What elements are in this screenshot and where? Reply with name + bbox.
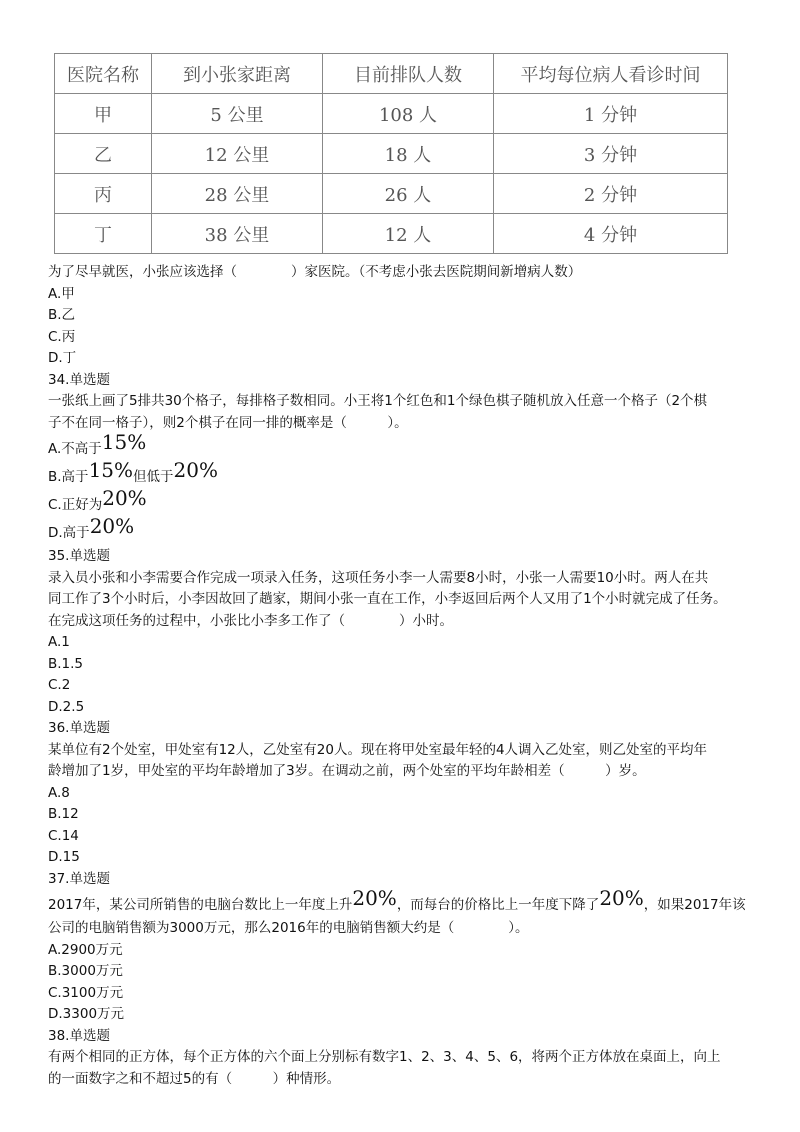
option-c: C.14: [48, 827, 79, 844]
table-cell: 3 分钟: [494, 134, 728, 174]
table-row: [55, 134, 728, 174]
question-38-stem-line2: 的一面数字之和不超过5的有（ ）种情形。: [48, 1070, 341, 1087]
percent-value: 15%: [101, 430, 147, 454]
table-cell: 26 人: [323, 174, 494, 214]
percent-value: 20%: [102, 486, 147, 510]
table-header-cell: 平均每位病人看诊时间: [494, 54, 728, 94]
percent-value: 15%: [88, 458, 134, 482]
stem-part: 2017年，某公司所销售的电脑台数比上一年度上升: [48, 897, 353, 913]
table-cell: 1 分钟: [494, 94, 728, 134]
table-header-cell: 医院名称: [55, 54, 152, 94]
option-a: A.1: [48, 634, 70, 650]
table-header-row: [55, 54, 728, 94]
option-d-text: D.高于: [48, 525, 90, 541]
option-c: [48, 486, 768, 518]
question-34-stem-line1: 一张纸上画了5排共30个格子，每排格子数相同。小王将1个红色和1个绿色棋子随机放入任意一个格子（2个棋: [48, 393, 708, 409]
option-a-text: A.不高于: [48, 441, 102, 457]
stem-part: ，而每台的价格比上一年度下降了: [396, 897, 600, 913]
table-cell: 2 分钟: [494, 174, 728, 214]
table-header-cell: 目前排队人数: [323, 54, 494, 94]
question-35-stem-line3: 在完成这项任务的过程中，小张比小李多工作了（ ）小时。: [48, 612, 453, 629]
option-d: D.丁: [48, 350, 77, 366]
question-34-stem-line2: 子不在同一格子），则2个棋子在同一排的概率是（ ）。: [48, 414, 408, 431]
table-cell: 丙: [55, 174, 152, 214]
table-cell: 108 人: [323, 94, 494, 134]
table-row: [55, 214, 728, 254]
question-37-stem-line2: 公司的电脑销售额为3000万元，那么2016年的电脑销售额大约是（ ）。: [48, 920, 529, 936]
option-b: B.3000万元: [48, 963, 123, 979]
table-cell: 甲: [55, 94, 152, 134]
percent-value: 20%: [173, 458, 218, 482]
option-d: [48, 514, 768, 546]
question-35-header: 35.单选题: [48, 548, 110, 564]
option-d: D.3300万元: [48, 1006, 125, 1022]
question-37-header: 37.单选题: [48, 870, 110, 887]
option-a: A.2900万元: [48, 941, 123, 958]
question-list: [48, 262, 768, 1090]
option-a: A.甲: [48, 285, 75, 302]
option-c: C.丙: [48, 328, 76, 345]
option-b-text-2: 但低于: [133, 469, 174, 485]
percent-value: 20%: [352, 886, 397, 910]
table-cell: 18 人: [323, 134, 494, 174]
stem-part: ，如果2017年该: [643, 897, 746, 913]
option-b: B.乙: [48, 307, 76, 323]
option-b: B.1.5: [48, 655, 84, 672]
option-a: A.8: [48, 784, 70, 801]
option-b-text: B.高于: [48, 469, 89, 485]
question-38-header: 38.单选题: [48, 1027, 110, 1044]
question-33-stem: 为了尽早就医，小张应该选择（ ）家医院。（不考虑小张去医院期间新增病人数）: [48, 264, 582, 280]
table-cell: 4 分钟: [494, 214, 728, 254]
question-35-stem-line1: 录入员小张和小李需要合作完成一项录入任务，这项任务小李一人需要8小时，小张一人需要10小时。两人在共: [48, 569, 709, 586]
option-c: C.2: [48, 677, 71, 693]
option-b: [48, 458, 768, 490]
table-row: [55, 174, 728, 214]
table-cell: 丁: [55, 214, 152, 254]
table-cell: 12 人: [323, 214, 494, 254]
percent-value: 20%: [89, 514, 135, 538]
question-36-header: 36.单选题: [48, 720, 110, 736]
table-cell: 5 公里: [152, 94, 323, 134]
option-c: C.3100万元: [48, 984, 124, 1001]
table-cell: 38 公里: [152, 214, 323, 254]
option-c-text: C.正好为: [48, 497, 103, 513]
table-cell: 28 公里: [152, 174, 323, 214]
option-d: D.15: [48, 849, 80, 865]
hospital-table: [54, 53, 728, 254]
option-d: D.2.5: [48, 698, 85, 715]
question-35-stem-line2: 同工作了3个小时后，小李因故回了趟家，期间小张一直在工作，小李返回后两个人又用了1个小时就完成了任务。: [48, 591, 727, 607]
table-cell: 乙: [55, 134, 152, 174]
question-34-header: 34.单选题: [48, 371, 110, 388]
question-36-stem-line1: 某单位有2个处室，甲处室有12人，乙处室有20人。现在将甲处室最年轻的4人调入乙处室，则乙处室的平均年: [48, 741, 708, 758]
table-cell: 12 公里: [152, 134, 323, 174]
question-37-stem-line1: [48, 886, 768, 918]
question-38-stem-line1: 有两个相同的正方体，每个正方体的六个面上分别标有数字1、2、3、4、5、6，将两个正方体放在桌面上，向上: [48, 1049, 721, 1065]
option-a: [48, 430, 768, 462]
question-36-stem-line2: 龄增加了1岁，甲处室的平均年龄增加了3岁。在调动之前，两个处室的平均年龄相差（ ）岁。: [48, 763, 646, 779]
table-header-cell: 到小张家距离: [152, 54, 323, 94]
option-b: B.12: [48, 806, 79, 822]
table-row: [55, 94, 728, 134]
percent-value: 20%: [599, 886, 644, 910]
